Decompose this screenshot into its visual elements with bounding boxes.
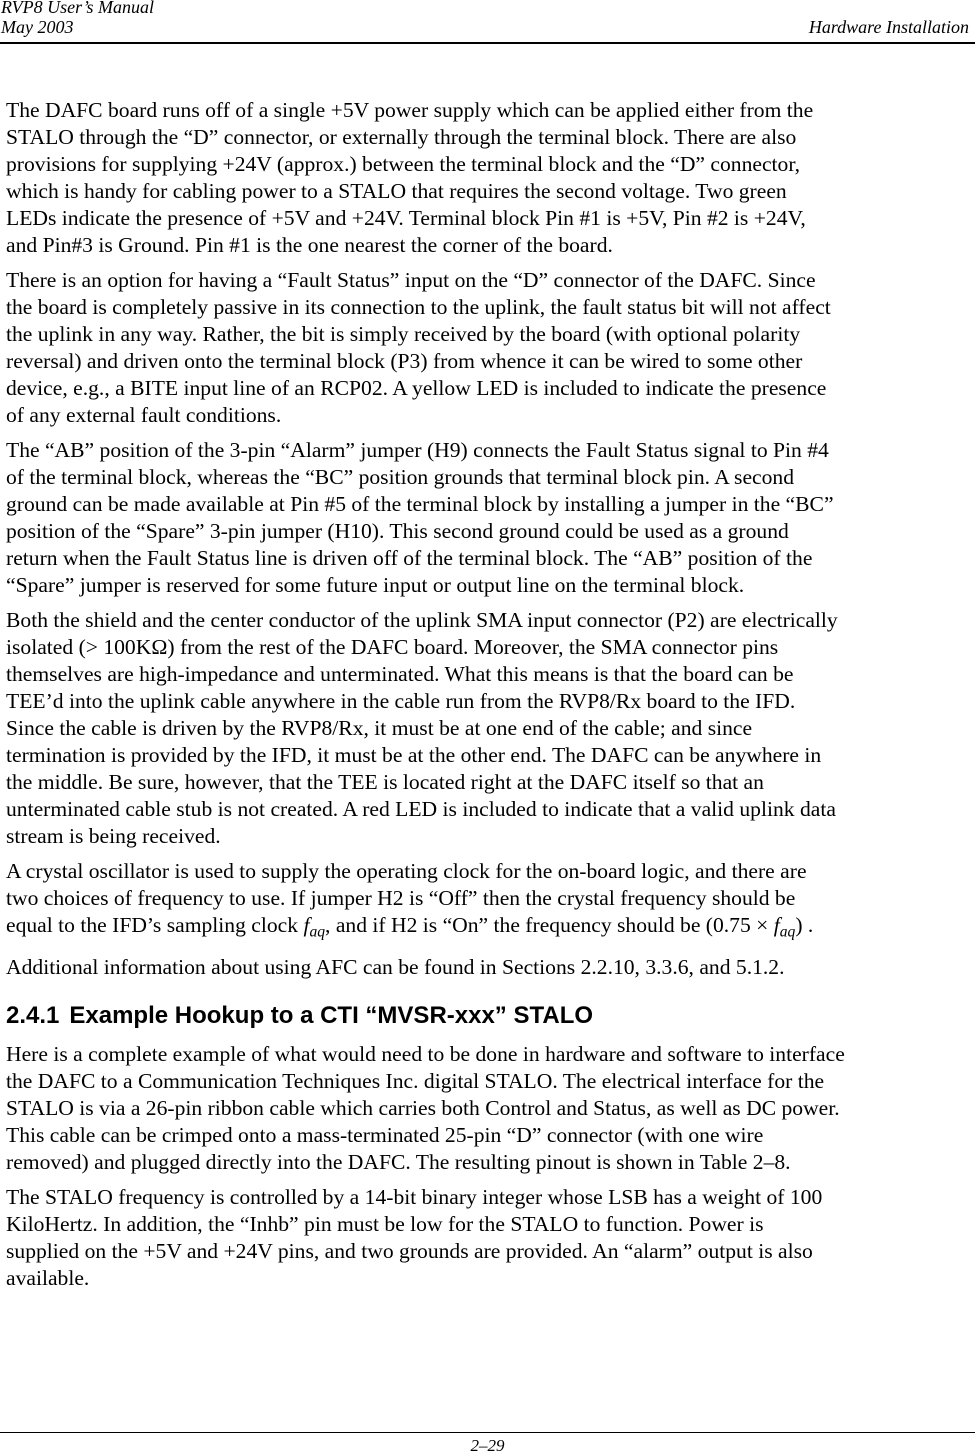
section-title: Example Hookup to a CTI “MVSR-xxx” STALO	[69, 1001, 594, 1029]
header-date: May 2003	[1, 17, 74, 37]
crystal-text-lead: A crystal oscillator is used to supply the operating clock for the on-board logic, and there are two choices of frequency to use. If jumper H2 is “Off” then the crystal frequency should be equal to the IFD’s sampling clock	[6, 859, 807, 937]
paragraph-fault-status: There is an option for having a “Fault Status” input on the “D” connector of the DAFC. Since the board is completely passive in its connection to the uplink, the fault status bit will not affect the uplink in any way. Rather, the bit is simply received by the board (with optional polarity reversal) and driven onto the terminal block (P3) from whence it can be wired to some other device, e.g., a BITE input line of an RCP02. A yellow LED is included to indicate the presence of any external fault conditions.	[6, 268, 831, 427]
paragraph-stalo-frequency: The STALO frequency is controlled by a 14-bit binary integer whose LSB has a weight of 100 KiloHertz. In addition, the “Inhb” pin must be low for the STALO to function. Power is supplied on the +5V and +24V pins, and two grounds are provided. An “alarm” output is also available.	[6, 1184, 823, 1290]
footer-rule	[0, 1432, 975, 1433]
paragraph-stalo-interface: Here is a complete example of what would need to be done in hardware and software to interface the DAFC to a Communication Techniques Inc. digital STALO. The electrical interface for the STALO is via a 26-pin ribbon cable which carries both Control and Status, as well as DC power. This cable can be crimped onto a mass-terminated 25-pin “D” connector (with one wire removed) and plugged directly into the DAFC. The resulting pinout is shown in Table 2–8.	[6, 1041, 845, 1174]
paragraph-uplink-sma: Both the shield and the center conductor of the uplink SMA input connector (P2) are electrically isolated (> 100KΩ) from the rest of the DAFC board. Moreover, the SMA connector pins themselves are high-impedance and unterminated. What this means is that the board can be TEE’d into the uplink cable anywhere in the cable run from the RVP8/Rx board to the IFD. Since the cable is driven by the RVP8/Rx, it must be at one end of the cable; and since termination is provided by the IFD, it must be at the other end. The DAFC can be anywhere in the middle. Be sure, however, that the TEE is located right at the DAFC itself so that an unterminated cable stub is not created. A red LED is included to indicate that a valid uplink data stream is being received.	[6, 608, 838, 848]
section-heading	[6, 1001, 975, 1031]
running-header	[0, 0, 975, 46]
header-left	[1, 0, 154, 37]
paragraph-additional-info: Additional information about using AFC can be found in Sections 2.2.10, 3.3.6, and 5.1.2.	[6, 954, 785, 979]
page-number: 2–29	[470, 1436, 505, 1455]
crystal-text-middle: , and if H2 is “On” the frequency should be	[325, 913, 706, 937]
header-rule	[0, 42, 975, 44]
header-section-title: Hardware Installation	[808, 17, 969, 37]
crystal-text-tail: .	[802, 913, 814, 937]
paragraph-crystal-oscillator	[6, 858, 975, 946]
math-f-aq: $f_{aq}$	[303, 913, 326, 941]
paragraph-alarm-jumper: The “AB” position of the 3-pin “Alarm” jumper (H9) connects the Fault Status signal to Pin #4 of the terminal block, whereas the “BC” position grounds that terminal block pin. A second ground can be made available at Pin #5 of the terminal block by installing a jumper in the “BC” position of the “Spare” 3-pin jumper (H10). This second ground could be used as a ground return when the Fault Status line is driven off of the terminal block. The “AB” position of the “Spare” jumper is reserved for some future input or output line on the terminal block.	[6, 438, 834, 597]
paragraph-power-supply: The DAFC board runs off of a single +5V power supply which can be applied either from the STALO through the “D” connector, or externally through the terminal block. There are also provisions for supplying +24V (approx.) between the terminal block and the “D” connector, which is handy for cabling power to a STALO that requires the second voltage. Two green LEDs indicate the presence of +5V and +24V. Terminal block Pin #1 is +5V, Pin #2 is +24V, and Pin#3 is Ground. Pin #1 is the one nearest the corner of the board.	[6, 98, 814, 257]
math-expression: $(0.75 \times f_{aq})$	[705, 913, 803, 941]
manual-title: RVP8 User’s Manual	[1, 0, 154, 17]
section-number: 2.4.1	[6, 1001, 60, 1029]
page-body	[6, 97, 975, 1300]
